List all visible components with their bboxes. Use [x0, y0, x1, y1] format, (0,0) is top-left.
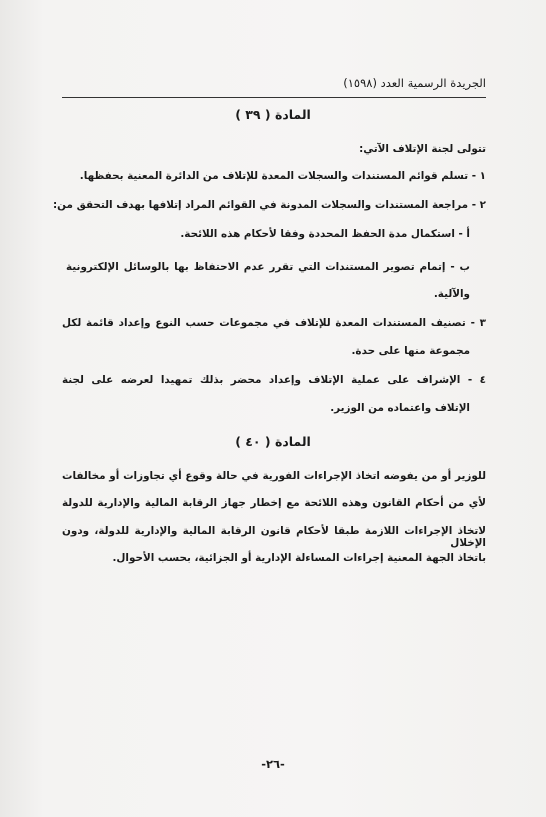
page-number: -٢٦-	[261, 757, 285, 771]
article-39-item-2b-line-2: والآلية.	[433, 288, 470, 300]
article-39-item-4-line-2: الإتلاف واعتماده من الوزير.	[330, 402, 470, 414]
article-39-item-2: ٢ - مراجعة المستندات والسجلات المدونة في القوائم المراد إتلافها بهدف التحقق من:	[53, 199, 486, 211]
article-39-heading: المادة ( ٣٩ )	[235, 107, 311, 122]
gazette-header-title: الجريدة الرسمية العدد (١٥٩٨)	[343, 76, 486, 90]
article-39-item-1: ١ - تسلم قوائم المستندات والسجلات المعدة للإتلاف من الدائرة المعنية بحفظها.	[79, 170, 486, 182]
article-39-item-2a: أ - استكمال مدة الحفظ المحددة وفقا لأحكام هذه اللائحة.	[180, 228, 470, 240]
article-39-intro: تتولى لجنة الإتلاف الآتي:	[359, 143, 486, 155]
header-divider	[62, 97, 486, 98]
article-39-item-3-line-2: مجموعة منها على حدة.	[351, 345, 470, 357]
article-39-item-4-line-1: ٤ - الإشراف على عملية الإتلاف وإعداد محضر بذلك تمهيدا لعرضه على لجنة	[62, 374, 486, 386]
article-40-line-2: لأي من أحكام القانون وهذه اللائحة مع إخطار جهاز الرقابة المالية والإدارية للدولة	[62, 497, 486, 509]
article-40-line-4: باتخاذ الجهة المعنية إجراءات المساءلة الإدارية أو الجزائية، بحسب الأحوال.	[112, 552, 486, 564]
article-40-line-1: للوزير أو من يفوضه اتخاذ الإجراءات الفورية في حالة وقوع أي تجاوزات أو مخالفات	[62, 470, 486, 482]
article-40-heading: المادة ( ٤٠ )	[235, 434, 311, 449]
article-39-item-2b-line-1: ب - إتمام تصوير المستندات التي تقرر عدم الاحتفاظ بها بالوسائل الإلكترونية	[66, 261, 470, 273]
article-39-item-3-line-1: ٣ - تصنيف المستندات المعدة للإتلاف في مجموعات حسب النوع وإعداد قائمة لكل	[62, 317, 486, 329]
article-40-line-3: لاتخاذ الإجراءات اللازمة طبقا لأحكام قانون الرقابة المالية والإدارية للدولة، ودون الإخلال	[62, 525, 486, 549]
